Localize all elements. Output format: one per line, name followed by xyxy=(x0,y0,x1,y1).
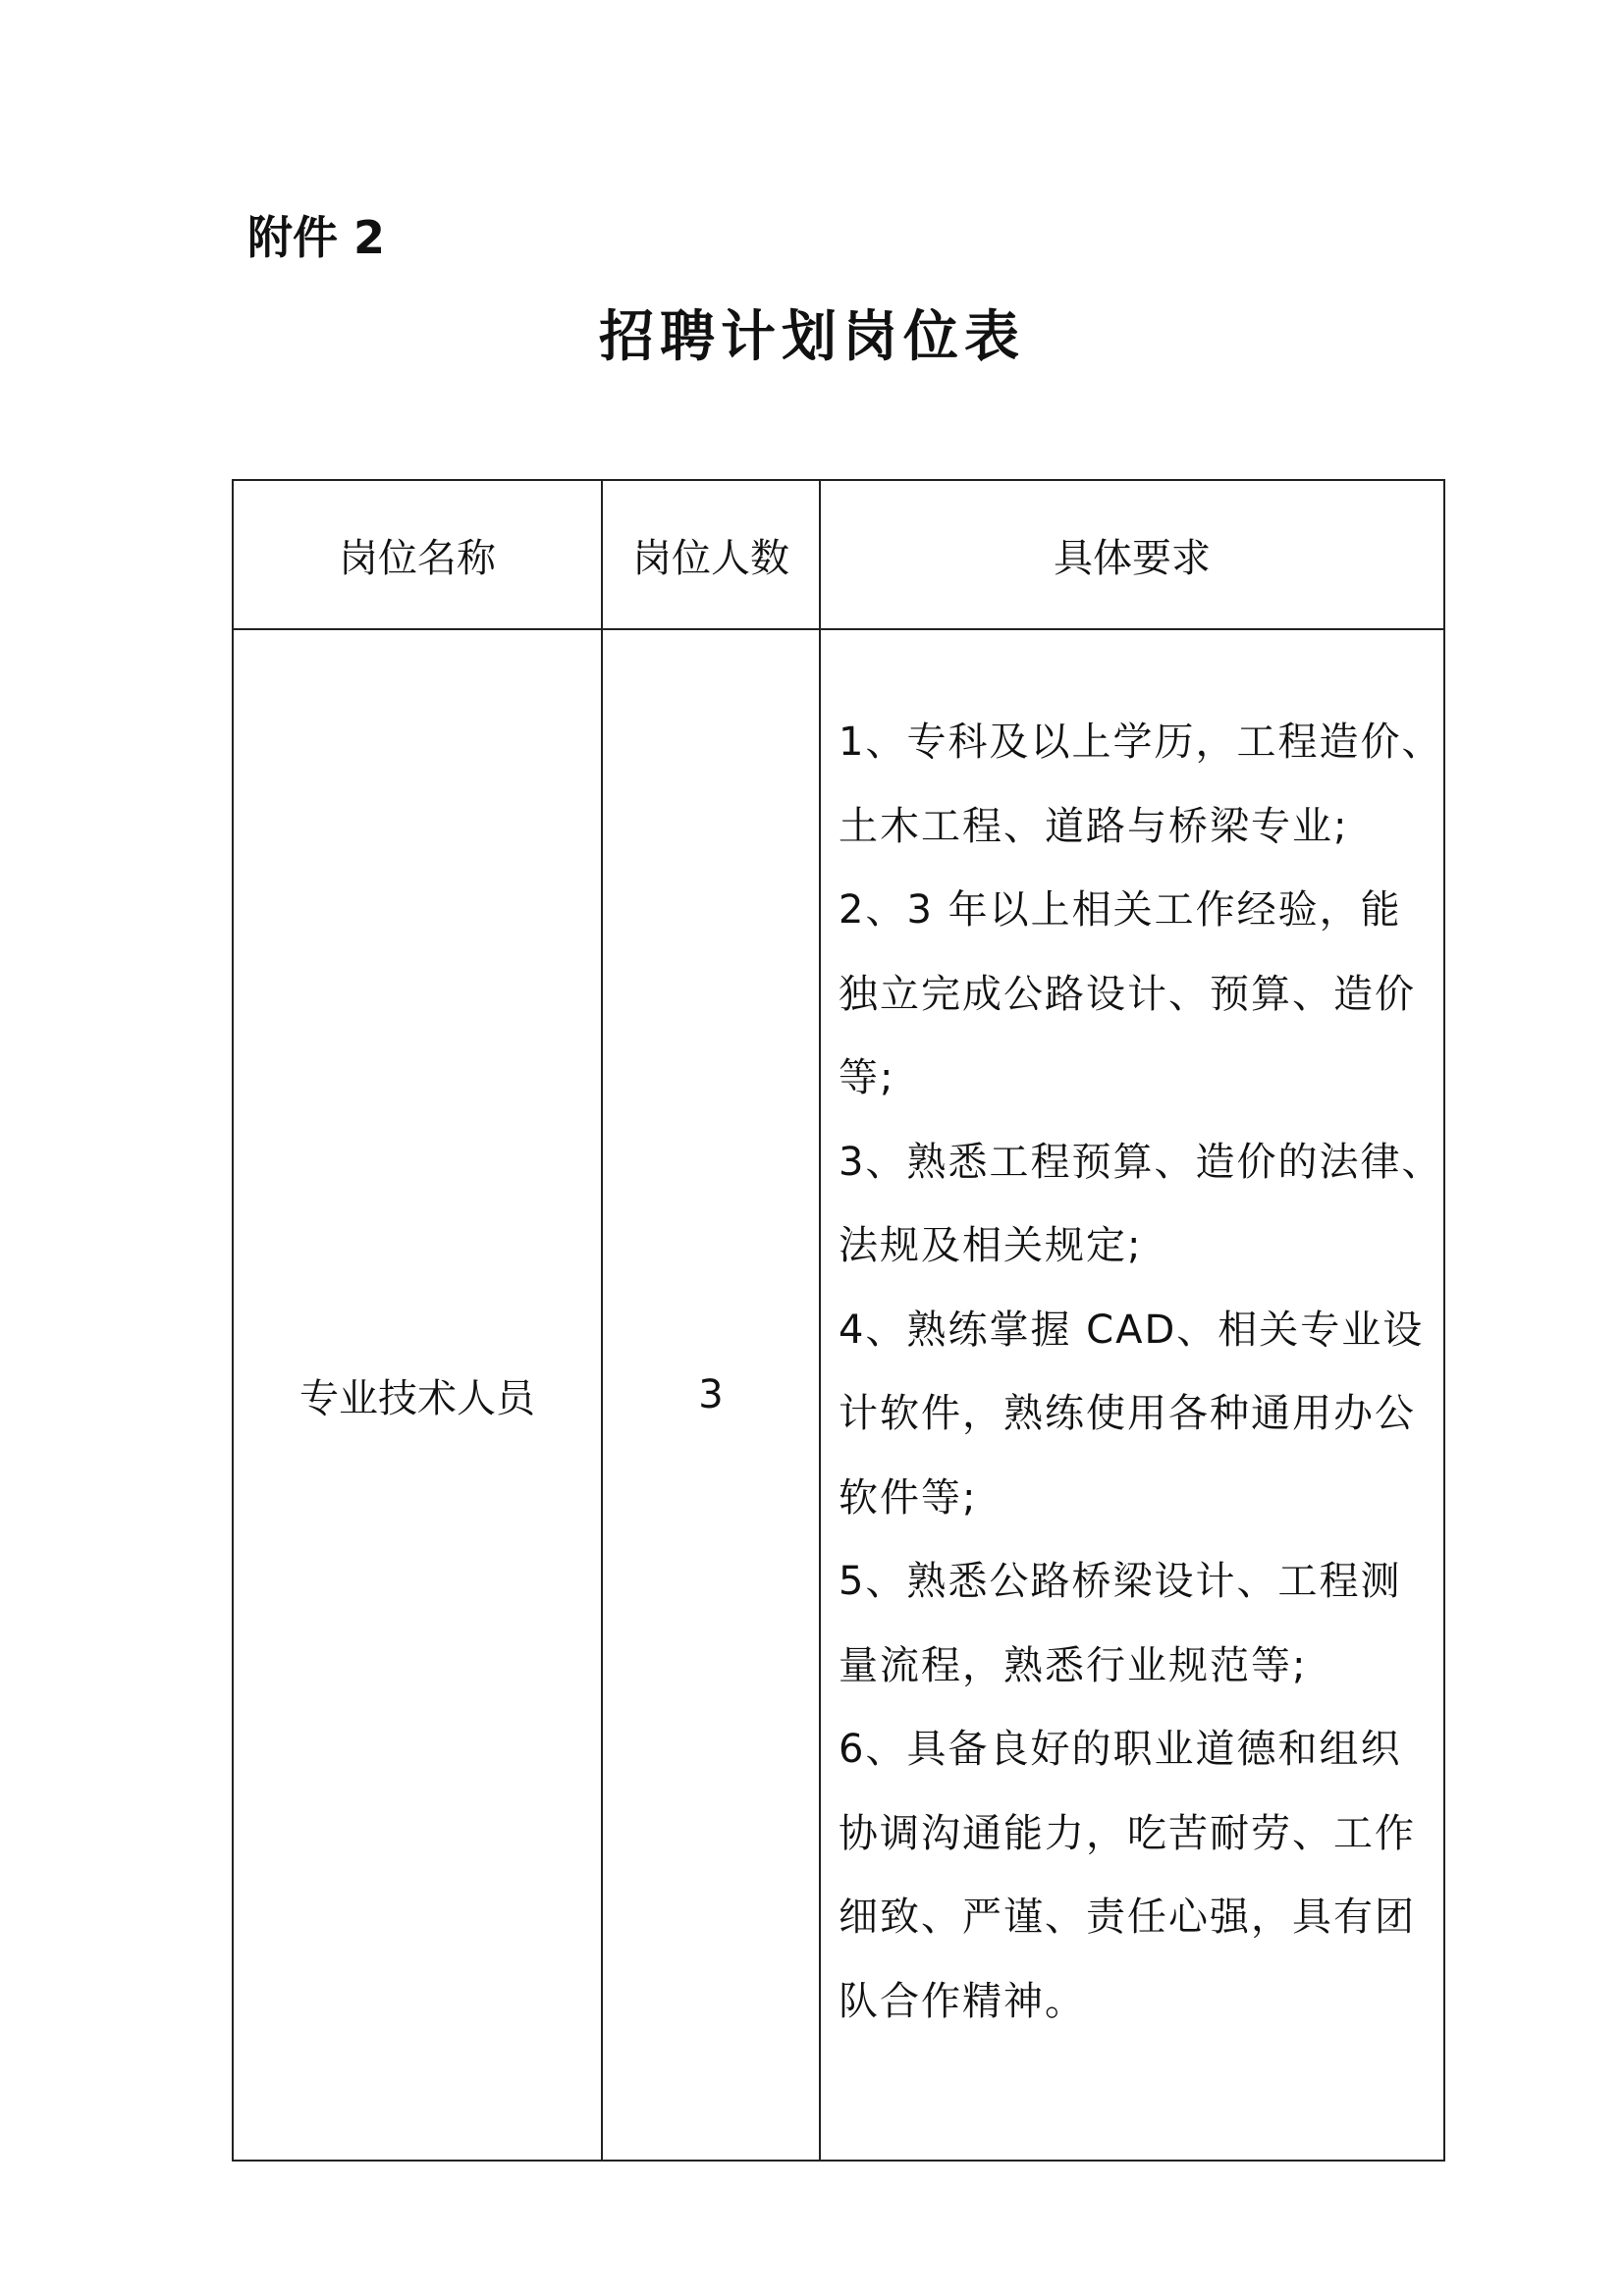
cell-position-name: 专业技术人员 xyxy=(233,629,602,2161)
requirement-line: 独立完成公路设计、预算、造价 xyxy=(839,971,1416,1017)
header-requirements: 具体要求 xyxy=(820,480,1444,629)
requirement-line: 5、熟悉公路桥梁设计、工程测 xyxy=(839,1559,1402,1604)
requirement-line: 量流程，熟悉行业规范等; xyxy=(839,1642,1308,1688)
requirement-line: 土木工程、道路与桥梁专业; xyxy=(839,803,1349,849)
requirement-line: 队合作精神。 xyxy=(839,1978,1086,2024)
requirement-line: 协调沟通能力，吃苦耐劳、工作 xyxy=(839,1810,1416,1856)
requirement-line: 2、3 年以上相关工作经验，能 xyxy=(839,887,1402,933)
requirement-line: 计软件，熟练使用各种通用办公 xyxy=(839,1391,1416,1436)
table-header-row xyxy=(233,480,1444,629)
table-row xyxy=(233,629,1444,2161)
recruitment-plan-table xyxy=(232,479,1445,2162)
cell-requirements xyxy=(820,629,1444,2161)
requirement-line: 4、熟练掌握 CAD、相关专业设 xyxy=(839,1307,1425,1353)
requirement-line: 法规及相关规定; xyxy=(839,1223,1143,1268)
requirement-line: 3、熟悉工程预算、造价的法律、 xyxy=(839,1139,1443,1185)
requirement-line: 软件等; xyxy=(839,1474,978,1521)
requirement-line: 6、具备良好的职业道德和组织 xyxy=(839,1727,1402,1772)
requirement-line: 等; xyxy=(839,1055,895,1100)
cell-position-count: 3 xyxy=(602,629,820,2161)
header-position-name: 岗位名称 xyxy=(233,480,602,629)
header-position-count: 岗位人数 xyxy=(602,480,820,629)
requirement-line: 细致、严谨、责任心强，具有团 xyxy=(839,1895,1416,1940)
document-title: 招聘计划岗位表 xyxy=(599,305,1025,369)
attachment-label: 附件 2 xyxy=(247,211,386,264)
requirement-line: 1、专科及以上学历，工程造价、 xyxy=(839,720,1443,765)
